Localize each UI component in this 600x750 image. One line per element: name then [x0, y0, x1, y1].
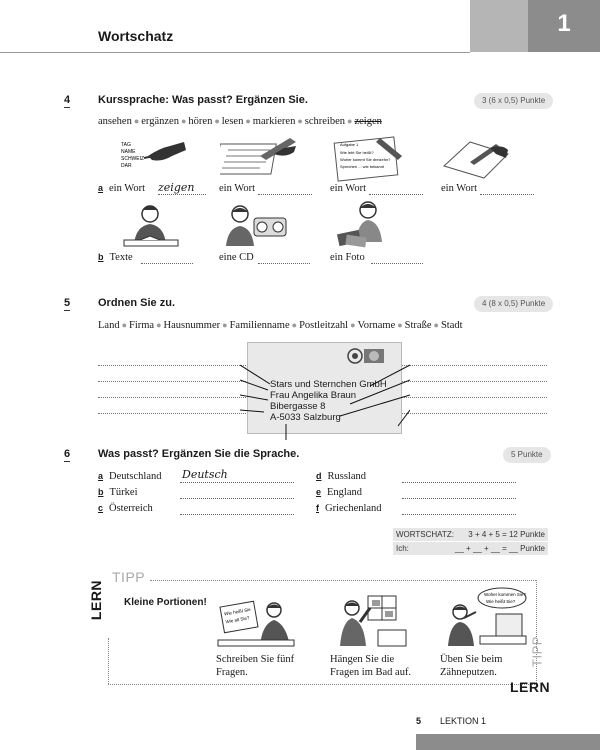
country: Deutschland — [109, 471, 162, 482]
page-number: 5 — [416, 716, 422, 726]
item-letter: a — [98, 471, 104, 481]
illustration-bathroom-notes — [330, 594, 410, 650]
answer-line[interactable] — [402, 482, 516, 483]
word: Familienname — [229, 320, 290, 331]
word: Postleitzahl — [299, 320, 349, 331]
word: Land — [98, 320, 120, 331]
paper-text: Sprechen ... wie bekannt — [340, 164, 385, 169]
ex6-item-b — [98, 487, 138, 498]
envelope-arrows — [240, 340, 410, 440]
ex4-answer-a: zeigen — [158, 181, 195, 194]
item-label: ein Wort — [441, 183, 477, 194]
country: Griechenland — [325, 503, 382, 514]
item-letter: f — [316, 503, 319, 513]
lesson-label: LEKTION 1 — [440, 716, 487, 726]
ex6-item-a — [98, 471, 162, 482]
ex4-word-list: ansehen ● ergänzen ● hören ● lesen ● markieren ● schreiben ● zeigen — [98, 116, 382, 127]
caption-line: Fragen. — [216, 667, 248, 678]
illustration-looking-photo — [334, 198, 400, 250]
illustration-writing-questions — [216, 596, 296, 650]
word: ergänzen — [141, 116, 179, 127]
bubble-text: Woher kommen Sie? — [484, 592, 526, 597]
ex5-title: Ordnen Sie zu. — [98, 297, 176, 309]
answer-line[interactable] — [402, 413, 547, 414]
ex5-number: 5 — [64, 297, 71, 309]
illustration-writing-hand — [440, 136, 512, 180]
chapter-number: 1 — [557, 10, 571, 37]
bubble-text: Wie heißt Sie? — [486, 599, 516, 604]
answer-line[interactable] — [180, 482, 294, 483]
item-label: ein Wort — [219, 183, 255, 194]
word: Firma — [129, 320, 155, 331]
lerntipp-top-border — [150, 580, 536, 581]
ex4-item-2 — [219, 183, 255, 194]
score-label: WORTSCHATZ: — [396, 530, 454, 539]
note-text: Wie alt Sie? — [225, 615, 250, 625]
address-line: A-5033 Salzburg — [270, 412, 341, 423]
address-line: Frau Angelika Braun — [270, 390, 357, 401]
lern-bottom-label: LERN — [510, 679, 551, 695]
word: markieren — [252, 116, 296, 127]
answer-line[interactable] — [158, 194, 206, 195]
item-letter: e — [316, 487, 322, 497]
word: Straße — [404, 320, 432, 331]
caption-line: Üben Sie beim — [440, 654, 503, 665]
caption-line: Schreiben Sie fünf — [216, 654, 295, 665]
word: Stadt — [440, 320, 463, 331]
caption-line: Zähneputzen. — [440, 667, 497, 678]
caption-line: Fragen im Bad auf. — [330, 667, 412, 678]
illustration-brushing-teeth — [440, 586, 530, 648]
word: zeigen — [354, 116, 382, 127]
answer-line[interactable] — [98, 413, 248, 414]
ex6-item-e — [316, 487, 362, 498]
header-title: Wortschatz — [98, 28, 174, 44]
word: hören — [188, 116, 213, 127]
sign-text: TAG — [121, 142, 131, 148]
tip-caption-1 — [216, 653, 294, 679]
illustration-worksheet — [330, 134, 410, 182]
answer-line[interactable] — [258, 194, 312, 195]
answer-line[interactable] — [402, 365, 547, 366]
answer-line[interactable] — [402, 498, 516, 499]
item-letter: b — [98, 487, 104, 497]
ex6-answer-a: Deutsch — [182, 468, 228, 481]
answer-line[interactable] — [480, 194, 534, 195]
item-letter: a — [98, 183, 104, 193]
tip-heading: Kleine Portionen! — [124, 597, 207, 608]
ex5-points: 4 (8 x 0,5) Punkte — [474, 296, 553, 312]
country: Russland — [327, 471, 367, 482]
item-label: Texte — [109, 252, 133, 263]
address-line: Bibergasse 8 — [270, 401, 326, 412]
answer-line[interactable] — [98, 365, 248, 366]
score-label: Ich: — [396, 544, 409, 553]
tipp-vertical-label: TIPP — [529, 636, 545, 667]
sign-text: DAR — [121, 163, 132, 169]
illustration-pointing-sign — [118, 136, 190, 180]
ex4-item-a — [98, 183, 145, 194]
answer-line[interactable] — [402, 514, 516, 515]
item-letter: b — [98, 252, 104, 262]
answer-line[interactable] — [371, 263, 423, 264]
sign-text: SCHWEIZ — [121, 156, 145, 162]
paper-text: Wie lebt Sie heißt? — [340, 150, 374, 155]
ex4-title: Kurssprache: Was passt? Ergänzen Sie. — [98, 94, 308, 106]
word: lesen — [221, 116, 244, 127]
lerntipp-left-border — [108, 638, 109, 684]
country: England — [327, 487, 363, 498]
word: Hausnummer — [163, 320, 221, 331]
chapter-badge — [528, 0, 600, 52]
answer-line[interactable] — [98, 381, 248, 382]
word: Vorname — [357, 320, 396, 331]
header-gray-block — [470, 0, 528, 52]
lern-vertical-label: LERN — [88, 579, 104, 621]
score-formula: 3 + 4 + 5 = 12 Punkte — [468, 530, 545, 539]
ex6-item-f — [316, 503, 382, 514]
answer-line[interactable] — [180, 498, 294, 499]
item-label: ein Wort — [109, 183, 146, 194]
item-letter: d — [316, 471, 322, 481]
tip-caption-3 — [440, 653, 502, 679]
item-label: eine CD — [219, 252, 254, 263]
ex4-item-4 — [441, 183, 477, 194]
country: Österreich — [109, 503, 153, 514]
ex5-word-list: Land ● Firma ● Hausnummer ● Familienname ● Postleitzahl ● Vorname ● Straße ● Stadt — [98, 320, 463, 331]
country: Türkei — [109, 487, 138, 498]
illustration-reading-man — [118, 200, 184, 250]
ex4-item-3 — [330, 183, 366, 194]
ex6-number: 6 — [64, 448, 71, 460]
answer-line[interactable] — [402, 397, 547, 398]
caption-line: Hängen Sie die — [330, 654, 395, 665]
tip-caption-2 — [330, 653, 411, 679]
word: ansehen — [98, 116, 132, 127]
item-label: ein Wort — [330, 183, 366, 194]
tipp-label: TIPP — [112, 569, 146, 585]
word: schreiben — [304, 116, 346, 127]
ex6-points: 5 Punkte — [503, 447, 551, 463]
item-letter: c — [98, 503, 104, 513]
ex4-item-b — [98, 252, 133, 263]
score-row-total — [393, 528, 548, 541]
answer-line[interactable] — [258, 263, 310, 264]
score-blanks: __ + __ + __ = __ Punkte — [454, 544, 545, 553]
paper-text: Aufgabe 1 — [340, 142, 359, 147]
ex6-title: Was passt? Ergänzen Sie die Sprache. — [98, 448, 300, 460]
score-row-self — [393, 542, 548, 555]
answer-line[interactable] — [180, 514, 294, 515]
paper-text: Woher kommt Sie dreizehn? — [340, 157, 391, 162]
illustration-marking-text — [220, 134, 300, 180]
sign-text: NAME — [121, 149, 136, 155]
ex6-item-c — [98, 503, 153, 514]
answer-line[interactable] — [141, 263, 193, 264]
ex4-item-cd — [219, 252, 254, 263]
ex4-number: 4 — [64, 94, 71, 106]
note-text: Wie heißt Sie — [223, 606, 252, 617]
ex4-points: 3 (6 x 0,5) Punkte — [474, 93, 553, 109]
answer-line[interactable] — [98, 397, 248, 398]
item-label: ein Foto — [330, 252, 365, 263]
answer-line[interactable] — [402, 381, 547, 382]
ex6-item-d — [316, 471, 366, 482]
footer-bar — [416, 734, 600, 750]
header-rule — [0, 52, 470, 53]
illustration-cd-player — [220, 200, 290, 250]
address-line: Stars und Sternchen GmbH — [270, 379, 387, 390]
ex4-item-foto — [330, 252, 365, 263]
answer-line[interactable] — [369, 194, 423, 195]
